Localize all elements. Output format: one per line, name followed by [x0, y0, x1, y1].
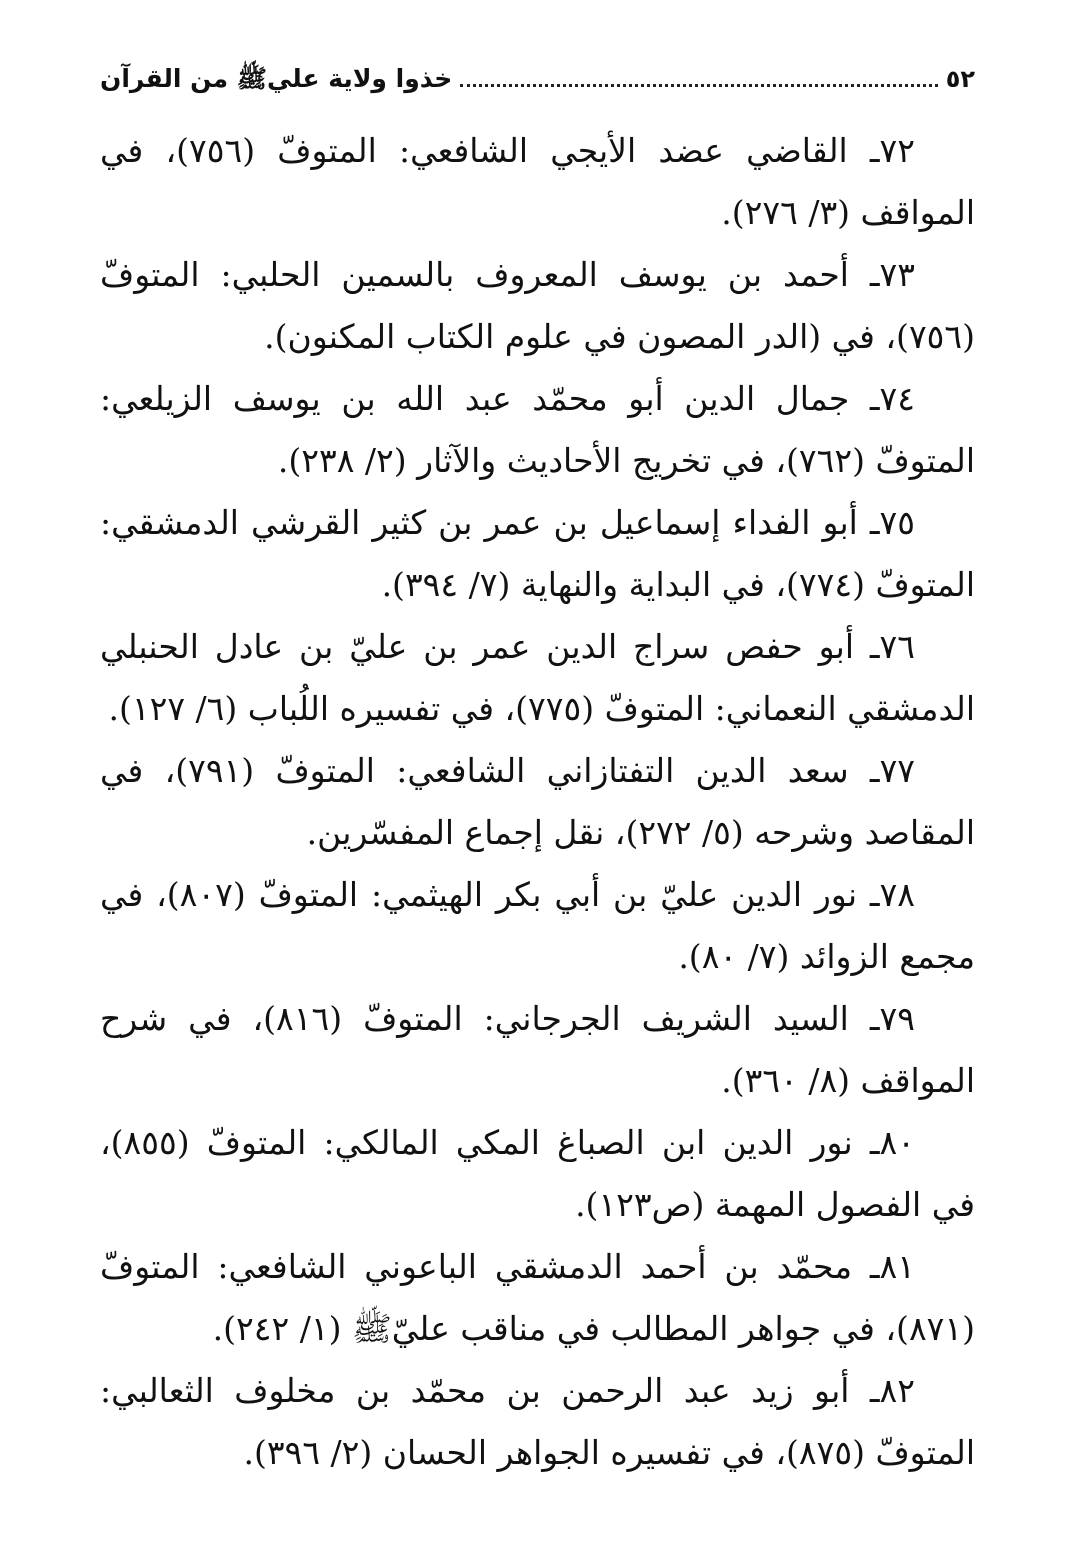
- header-dot-leader: [460, 84, 937, 87]
- list-item: ٨٢ـ أبو زيد عبد الرحمن بن محمّد بن مخلوف الثعالبي: المتوفّ (٨٧٥)، في تفسيره الجواهر الحسان (٢/ ٣٩٦).: [100, 1371, 975, 1472]
- list-item: ٧٧ـ سعد الدين التفتازاني الشافعي: المتوفّ (٧٩١)، في المقاصد وشرحه (٥/ ٢٧٢)، نقل إجماع المفسّرين.: [100, 751, 975, 852]
- list-item: ٧٣ـ أحمد بن يوسف المعروف بالسمين الحلبي: المتوفّ (٧٥٦)، في (الدر المصون في علوم الكتاب المكنون).: [100, 255, 975, 356]
- list-item: ٧٥ـ أبو الفداء إسماعيل بن عمر بن كثير القرشي الدمشقي: المتوفّ (٧٧٤)، في البداية والنهاية (٧/ ٣٩٤).: [100, 503, 975, 604]
- list-item: ٧٦ـ أبو حفص سراج الدين عمر بن عليّ بن عادل الحنبلي الدمشقي النعماني: المتوفّ (٧٧٥)، في تفسيره اللُباب (٦/ ١٢٧).: [100, 627, 975, 728]
- list-item: ٨١ـ محمّد بن أحمد الدمشقي الباعوني الشافعي: المتوفّ (٨٧١)، في جواهر المطالب في مناقب عليّﷺ (١/ ٢٤٢).: [100, 1247, 975, 1348]
- running-header: [100, 46, 975, 96]
- running-title: خذوا ولاية عليﷺ من القرآن: [100, 64, 453, 93]
- list-item: ٧٨ـ نور الدين عليّ بن أبي بكر الهيثمي: المتوفّ (٨٠٧)، في مجمع الزوائد (٧/ ٨٠).: [100, 875, 975, 976]
- list-item: ٧٤ـ جمال الدين أبو محمّد عبد الله بن يوسف الزيلعي: المتوفّ (٧٦٢)، في تخريج الأحاديث والآثار (٢/ ٢٣٨).: [100, 379, 975, 480]
- entry-list: [100, 120, 975, 1484]
- list-item: ٧٢ـ القاضي عضد الأيجي الشافعي: المتوفّ (٧٥٦)، في المواقف (٣/ ٢٧٦).: [100, 131, 975, 232]
- list-item: ٨٠ـ نور الدين ابن الصباغ المكي المالكي: المتوفّ (٨٥٥)، في الفصول المهمة (ص١٢٣).: [100, 1123, 975, 1224]
- page-number: ٥٢: [945, 65, 975, 93]
- list-item: ٧٩ـ السيد الشريف الجرجاني: المتوفّ (٨١٦)، في شرح المواقف (٨/ ٣٦٠).: [100, 999, 975, 1100]
